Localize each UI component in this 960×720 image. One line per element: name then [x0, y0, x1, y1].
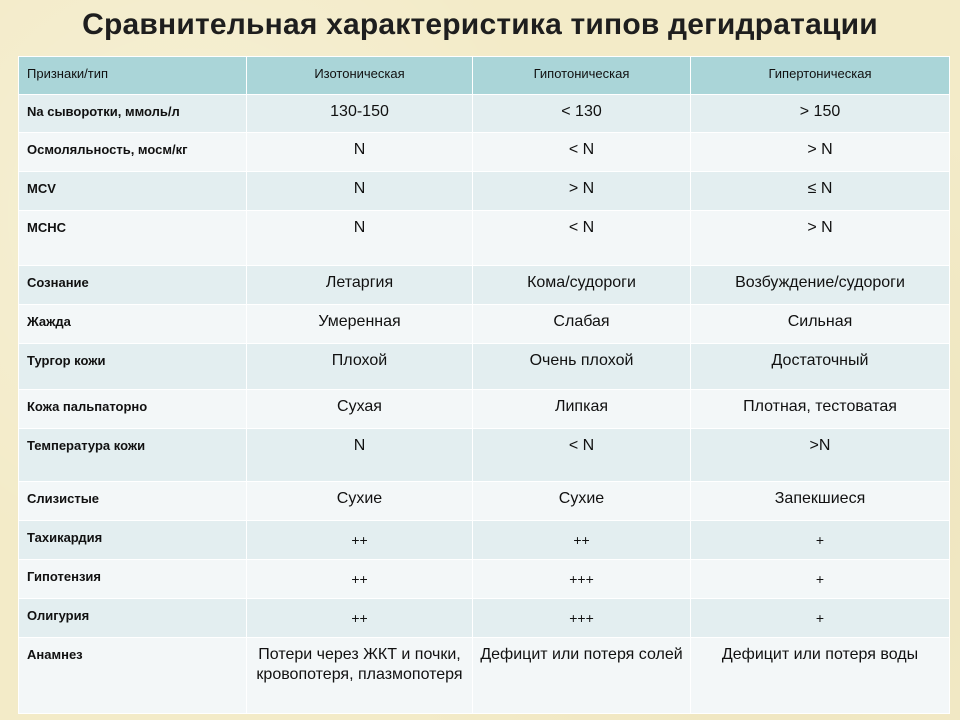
- table-row: [19, 211, 950, 266]
- cell-hypertonic: ≤ N: [691, 172, 950, 211]
- cell-hypotonic: > N: [473, 172, 691, 211]
- cell-isotonic: ++: [247, 599, 473, 638]
- table-row: [19, 599, 950, 638]
- table-row: [19, 266, 950, 305]
- cell-hypotonic: Липкая: [473, 390, 691, 429]
- cell-hypertonic: Плотная, тестоватая: [691, 390, 950, 429]
- cell-isotonic: ++: [247, 560, 473, 599]
- cell-isotonic: N: [247, 133, 473, 172]
- cell-isotonic: Потери через ЖКТ и почки, кровопотеря, плазмопотеря: [247, 638, 473, 714]
- row-label: Осмоляльность, мосм/кг: [19, 133, 247, 172]
- row-label: Анамнез: [19, 638, 247, 714]
- cell-hypotonic: Слабая: [473, 305, 691, 344]
- row-label: Гипотензия: [19, 560, 247, 599]
- cell-hypertonic: +: [691, 599, 950, 638]
- cell-hypotonic: < N: [473, 133, 691, 172]
- cell-hypertonic: +: [691, 521, 950, 560]
- cell-hypotonic: Кома/судороги: [473, 266, 691, 305]
- cell-hypotonic: +++: [473, 599, 691, 638]
- table-row: [19, 95, 950, 133]
- table-row: [19, 172, 950, 211]
- row-label: Кожа пальпаторно: [19, 390, 247, 429]
- cell-hypertonic: > N: [691, 211, 950, 266]
- row-label: Тургор кожи: [19, 344, 247, 390]
- cell-hypotonic: ++: [473, 521, 691, 560]
- cell-isotonic: N: [247, 172, 473, 211]
- cell-hypotonic: < N: [473, 211, 691, 266]
- row-label: MCHC: [19, 211, 247, 266]
- table-row: [19, 521, 950, 560]
- cell-isotonic: ++: [247, 521, 473, 560]
- table-row: [19, 560, 950, 599]
- table-row: [19, 305, 950, 344]
- cell-hypertonic: > N: [691, 133, 950, 172]
- row-label: Слизистые: [19, 482, 247, 521]
- row-label: Na сыворотки, ммоль/л: [19, 95, 247, 133]
- cell-hypotonic: Очень плохой: [473, 344, 691, 390]
- cell-hypertonic: Возбуждение/судороги: [691, 266, 950, 305]
- row-label: Тахикардия: [19, 521, 247, 560]
- cell-hypertonic: Дефицит или потеря воды: [691, 638, 950, 714]
- cell-hypertonic: > 150: [691, 95, 950, 133]
- cell-isotonic: Сухая: [247, 390, 473, 429]
- header-criteria: Признаки/тип: [19, 57, 247, 95]
- cell-hypertonic: Сильная: [691, 305, 950, 344]
- row-label: Жажда: [19, 305, 247, 344]
- row-label: MCV: [19, 172, 247, 211]
- cell-isotonic: N: [247, 211, 473, 266]
- cell-hypotonic: Сухие: [473, 482, 691, 521]
- row-label: Олигурия: [19, 599, 247, 638]
- cell-hypertonic: +: [691, 560, 950, 599]
- table-row: [19, 638, 950, 714]
- page-title: Сравнительная характеристика типов дегидратации: [82, 8, 878, 41]
- cell-isotonic: Сухие: [247, 482, 473, 521]
- header-hypertonic: Гипертоническая: [691, 57, 950, 95]
- table-row: [19, 344, 950, 390]
- cell-hypotonic: < N: [473, 429, 691, 482]
- cell-isotonic: 130-150: [247, 95, 473, 133]
- comparison-table: [18, 56, 950, 714]
- cell-isotonic: Плохой: [247, 344, 473, 390]
- cell-hypertonic: >N: [691, 429, 950, 482]
- row-label: Температура кожи: [19, 429, 247, 482]
- table-row: [19, 482, 950, 521]
- cell-isotonic: Умеренная: [247, 305, 473, 344]
- cell-isotonic: N: [247, 429, 473, 482]
- cell-hypotonic: Дефицит или потеря солей: [473, 638, 691, 714]
- comparison-table-container: [18, 56, 949, 714]
- header-isotonic: Изотоническая: [247, 57, 473, 95]
- table-header-row: [19, 57, 950, 95]
- table-row: [19, 429, 950, 482]
- header-hypotonic: Гипотоническая: [473, 57, 691, 95]
- table-row: [19, 390, 950, 429]
- cell-hypertonic: Достаточный: [691, 344, 950, 390]
- row-label: Сознание: [19, 266, 247, 305]
- cell-isotonic: Летаргия: [247, 266, 473, 305]
- table-row: [19, 133, 950, 172]
- cell-hypotonic: < 130: [473, 95, 691, 133]
- cell-hypertonic: Запекшиеся: [691, 482, 950, 521]
- cell-hypotonic: +++: [473, 560, 691, 599]
